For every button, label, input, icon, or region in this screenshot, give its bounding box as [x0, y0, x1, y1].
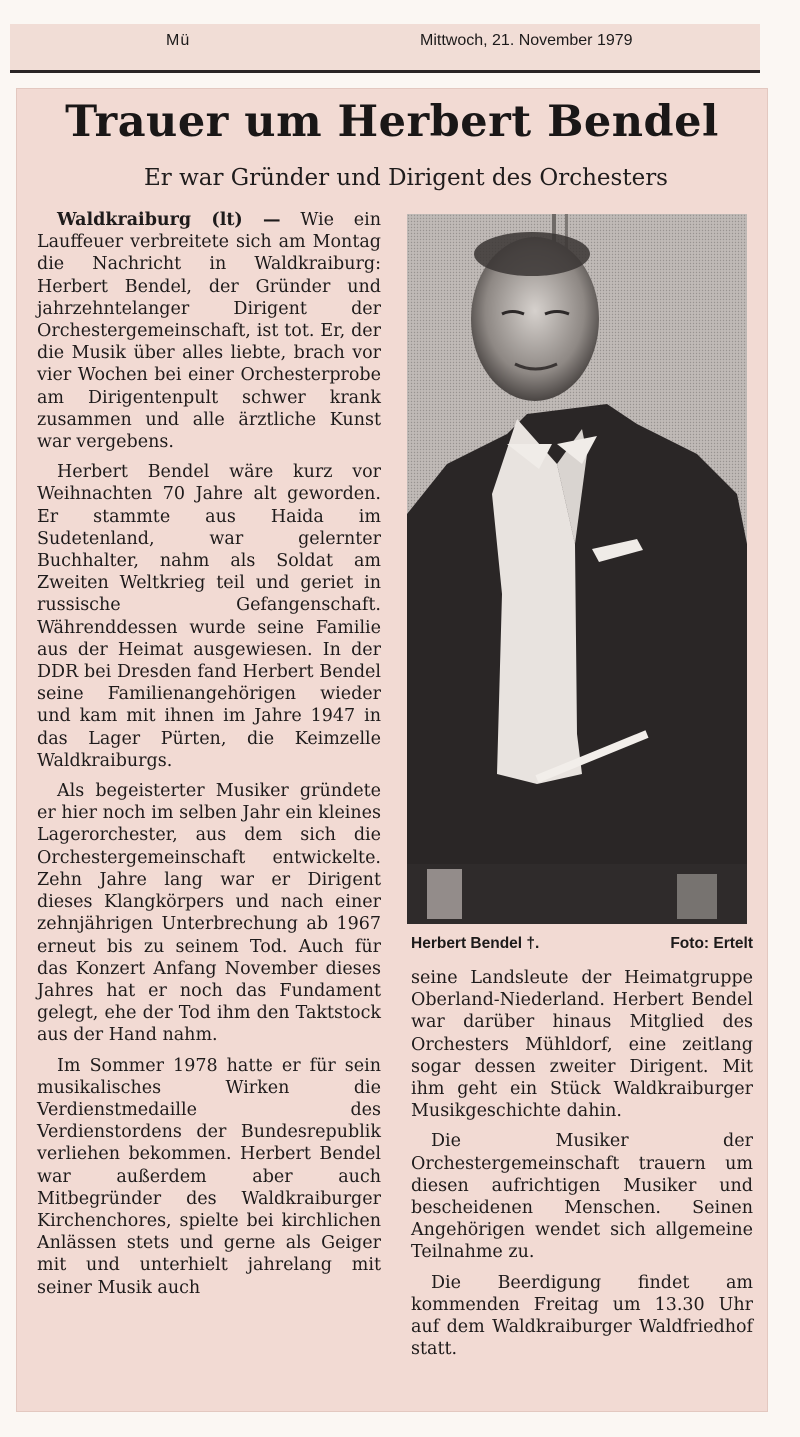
- article-column-left: [37, 209, 381, 1307]
- paper-abbreviation: Mü: [166, 32, 191, 49]
- article-paragraph: Im Sommer 1978 hatte er für sein musikalisches Wirken die Verdienstmedaille des Verdienstordens der Bundesrepublik verliehen bekommen. Herbert Bendel war außerdem aber auch Mitbegründer des Waldkraiburger Kirchenchores, spielte bei kirchlichen Anlässen stets und gerne als Geiger mit und unterhielt jahrelang mit seiner Musik auch: [37, 1055, 381, 1298]
- article-headline: Trauer um Herbert Bendel: [65, 97, 719, 147]
- article-dateline: Waldkraiburg (lt) —: [57, 210, 281, 230]
- portrait-photo: [407, 214, 747, 924]
- caption-text: Herbert Bendel †.: [411, 935, 540, 952]
- article-paragraph: seine Landsleute der Heimatgruppe Oberland-Niederland. Herbert Bendel war darüber hinaus Mitglied des Orchesters Mühldorf, eine zeitlang sogar dessen zweiter Dirigent. Mit ihm geht ein Stück Waldkraiburger Musikgeschichte dahin.: [411, 968, 753, 1122]
- photo-credit: Foto: Ertelt: [670, 935, 753, 952]
- article-paragraph-text: Wie ein Lauffeuer verbreitete sich am Montag die Nachricht in Waldkraiburg: Herbert Bendel, der Gründer und jahrzehntelanger Dirigent der Orchestergemeinschaft, ist tot. Er, der die Musik über alles liebte, brach vor vier Wochen bei einer Orchesterprobe am Dirigentenpult schwer krank zusammen und alle ärztliche Kunst war vergebens.: [37, 210, 381, 453]
- article-paragraph: Herbert Bendel wäre kurz vor Weihnachten 70 Jahre alt geworden. Er stammte aus Haida im Sudetenland, war gelernter Buchhalter, nahm als Soldat am Zweiten Weltkrieg teil und geriet in russische Gefangenschaft. Währenddessen wurde seine Familie aus der Heimat ausgewiesen. In der DDR bei Dresden fand Herbert Bendel seine Familienangehörigen wieder und kam mit ihnen im Jahre 1947 in das Lager Pürten, die Keimzelle Waldkraiburgs.: [37, 462, 381, 771]
- article-paragraph: Die Musiker der Orchestergemeinschaft trauern um diesen aufrichtigen Musiker und bescheidenen Menschen. Seinen Angehörigen wendet sich allgemeine Teilnahme zu.: [411, 1131, 753, 1263]
- article-column-right: [411, 967, 753, 1368]
- article-subheadline: Er war Gründer und Dirigent des Orchesters: [143, 165, 668, 191]
- article-paragraph: [37, 209, 381, 453]
- issue-date: Mittwoch, 21. November 1979: [420, 32, 633, 49]
- article-paragraph: Die Beerdigung findet am kommenden Freitag um 13.30 Uhr auf dem Waldkraiburger Waldfriedhof statt.: [411, 1272, 753, 1360]
- newspaper-masthead: [10, 24, 760, 73]
- article-paragraph: Als begeisterter Musiker gründete er hier noch im selben Jahr ein kleines Lagerorchester, aus dem sich die Orchestergemeinschaft entwickelte. Zehn Jahre lang war er Dirigent dieses Klangkörpers und nach einer zehnjährigen Unterbrechung ab 1967 erneut bis zu seinem Tod. Auch für das Konzert Anfang November dieses Jahres hat er noch das Fundament gelegt, ehe der Tod ihm den Taktstock aus der Hand nahm.: [37, 781, 381, 1046]
- article-clipping: [16, 88, 768, 1412]
